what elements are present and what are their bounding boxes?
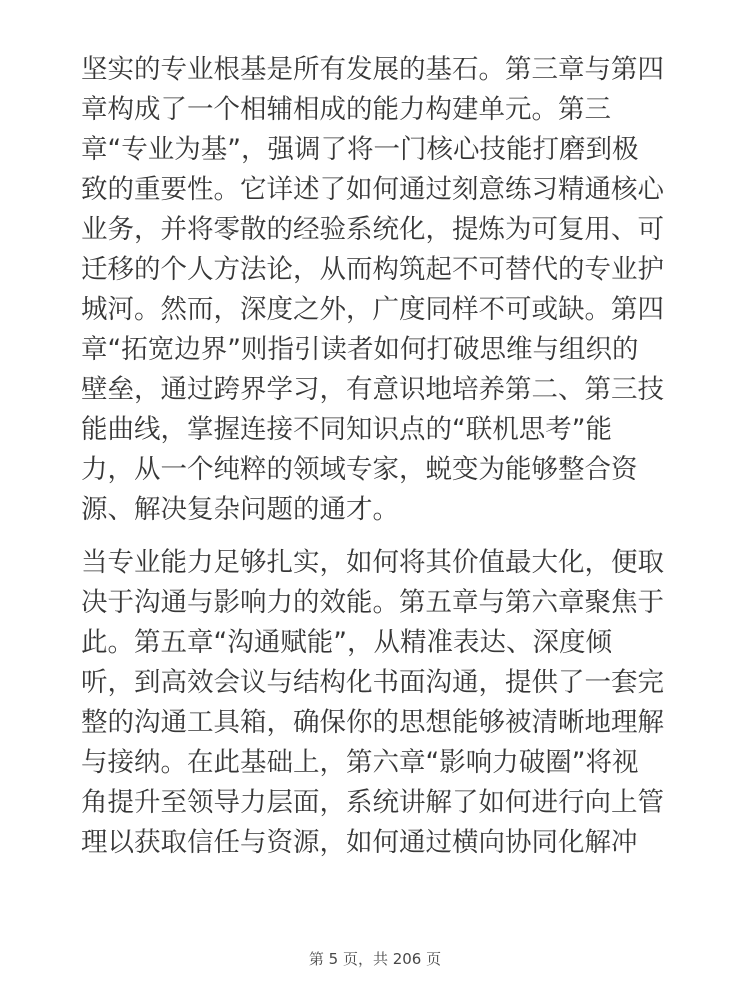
text-line: 业务，并将零散的经验系统化，提炼为可复用、可 [81,214,664,245]
text-line: 章构成了一个相辅相成的能力构建单元。第三 [81,94,611,125]
text-line: 决于沟通与影响力的效能。第五章与第六章聚焦于 [81,587,664,618]
text-line: 坚实的专业根基是所有发展的基石。第三章与第四 [81,54,664,85]
text-line: 与接纳。在此基础上，第六章“影响力破圈”将视 [81,747,639,778]
text-line: 听，到高效会议与结构化书面沟通，提供了一套完 [81,667,664,698]
text-line: 能曲线，掌握连接不同知识点的“联机思考”能 [81,414,612,445]
text-line: 源、解决复杂问题的通才。 [81,494,399,525]
text-line: 章“专业为基”，强调了将一门核心技能打磨到极 [81,134,639,165]
text-line: 力，从一个纯粹的领域专家，蜕变为能够整合资 [81,454,638,485]
text-line: 整的沟通工具箱，确保你的思想能够被清晰地理解 [81,707,664,738]
text-line: 壁垒，通过跨界学习，有意识地培养第二、第三技 [81,374,664,405]
text-line: 角提升至领导力层面，系统讲解了如何进行向上管 [81,787,664,818]
text-line: 当专业能力足够扎实，如何将其价值最大化，便取 [81,547,664,578]
document-body [81,50,690,863]
paragraph-1 [81,50,690,530]
paragraph-2 [81,543,690,863]
text-line: 迁移的个人方法论，从而构筑起不可替代的专业护 [81,254,664,285]
text-line: 此。第五章“沟通赋能”，从精准表达、深度倾 [81,627,612,658]
text-line: 致的重要性。它详述了如何通过刻意练习精通核心 [81,174,664,205]
text-line: 章“拓宽边界”则指引读者如何打破思维与组织的 [81,334,639,365]
text-line: 城河。然而，深度之外，广度同样不可或缺。第四 [81,294,664,325]
text-line: 理以获取信任与资源，如何通过横向协同化解冲 [81,827,638,858]
page-number-indicator: 第 5 页，共 206 页 [308,950,442,968]
